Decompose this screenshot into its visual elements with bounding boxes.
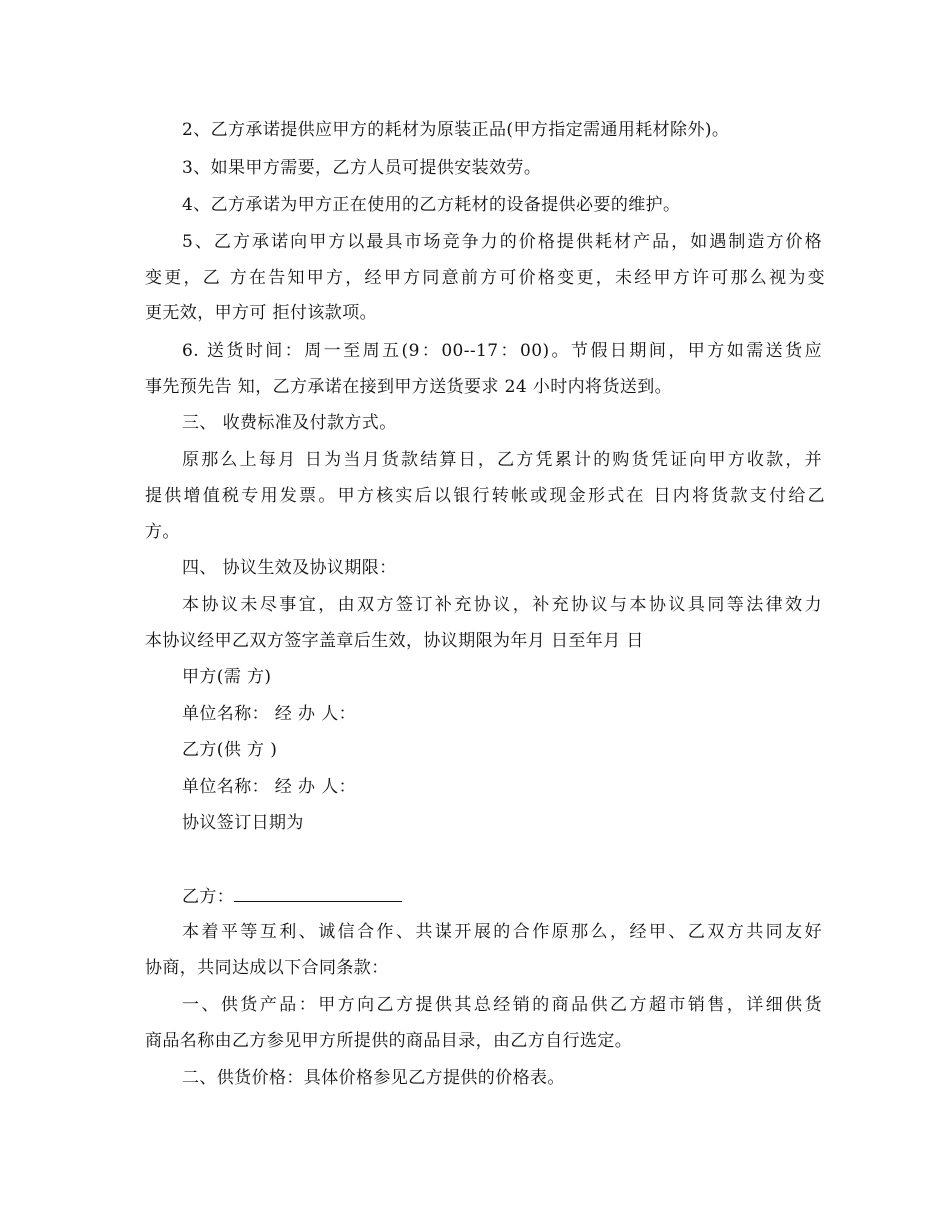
section-3-para-line-3: 方。 (145, 522, 180, 542)
clause-5-line-3: 更无效，甲方可 拒付该款项。 (145, 303, 378, 323)
section-4-heading: 四、 协议生效及协议期限： (182, 558, 397, 578)
clause-3: 3、如果甲方需要，乙方人员可提供安装效劳。 (182, 158, 542, 178)
clause-6-line-1: 6. 送货时间：周一至周五(9：00--17：00)。节假日期间，甲方如需送货应 (182, 341, 822, 361)
section-3-heading: 三、 收费标准及付款方式。 (182, 413, 397, 433)
party-a-heading: 甲方(需 方) (182, 667, 272, 687)
clause-5-line-2: 变更，乙 方在告知甲方，经甲方同意前方可价格变更，未经甲方许可那么视为变 (145, 268, 825, 288)
party-b-label: 乙方： (182, 887, 235, 907)
party-b-field (182, 885, 822, 908)
preamble-line-1: 本着平等互利、诚信合作、共谋开展的合作原那么，经甲、乙双方共同友好 (182, 922, 822, 942)
clause-5-line-1: 5、乙方承诺向甲方以最具市场竞争力的价格提供耗材产品，如遇制造方价格 (182, 232, 822, 252)
party-b-heading: 乙方(供 方 ) (182, 740, 278, 760)
article-2-line-1: 二、供货价格：具体价格参见乙方提供的价格表。 (182, 1068, 565, 1088)
article-1-line-2: 商品名称由乙方参见甲方所提供的商品目录，由乙方自行选定。 (145, 1031, 633, 1051)
clause-4: 4、乙方承诺为甲方正在使用的乙方耗材的设备提供必要的维护。 (182, 195, 681, 215)
section-3-para-line-2: 提供增值税专用发票。甲方核实后以银行转帐或现金形式在 日内将货款支付给乙 (145, 486, 825, 506)
section-3-para-line-1: 原那么上每月 日为当月货款结算日，乙方凭累计的购货凭证向甲方收款，并 (182, 450, 822, 470)
party-a-unit-line: 单位名称： 经 办 人： (182, 704, 357, 724)
preamble-line-2: 协商，共同达成以下合同条款： (145, 958, 389, 978)
party-b-blank (234, 885, 402, 902)
section-4-para-line-2: 本协议经甲乙双方签字盖章后生效，协议期限为年月 日至年月 日 (145, 631, 644, 651)
clause-6-line-2: 事先预先告 知，乙方承诺在接到甲方送货要求 24 小时内将货送到。 (145, 377, 673, 397)
signing-date-line: 协议签订日期为 (182, 813, 304, 833)
party-b-unit-line: 单位名称： 经 办 人： (182, 777, 357, 797)
article-1-line-1: 一、供货产品：甲方向乙方提供其总经销的商品供乙方超市销售，详细供货 (182, 995, 822, 1015)
section-4-para-line-1: 本协议未尽事宜，由双方签订补充协议，补充协议与本协议具同等法律效力 (182, 595, 822, 615)
clause-2: 2、乙方承诺提供应甲方的耗材为原装正品(甲方指定需通用耗材除外)。 (182, 120, 730, 140)
